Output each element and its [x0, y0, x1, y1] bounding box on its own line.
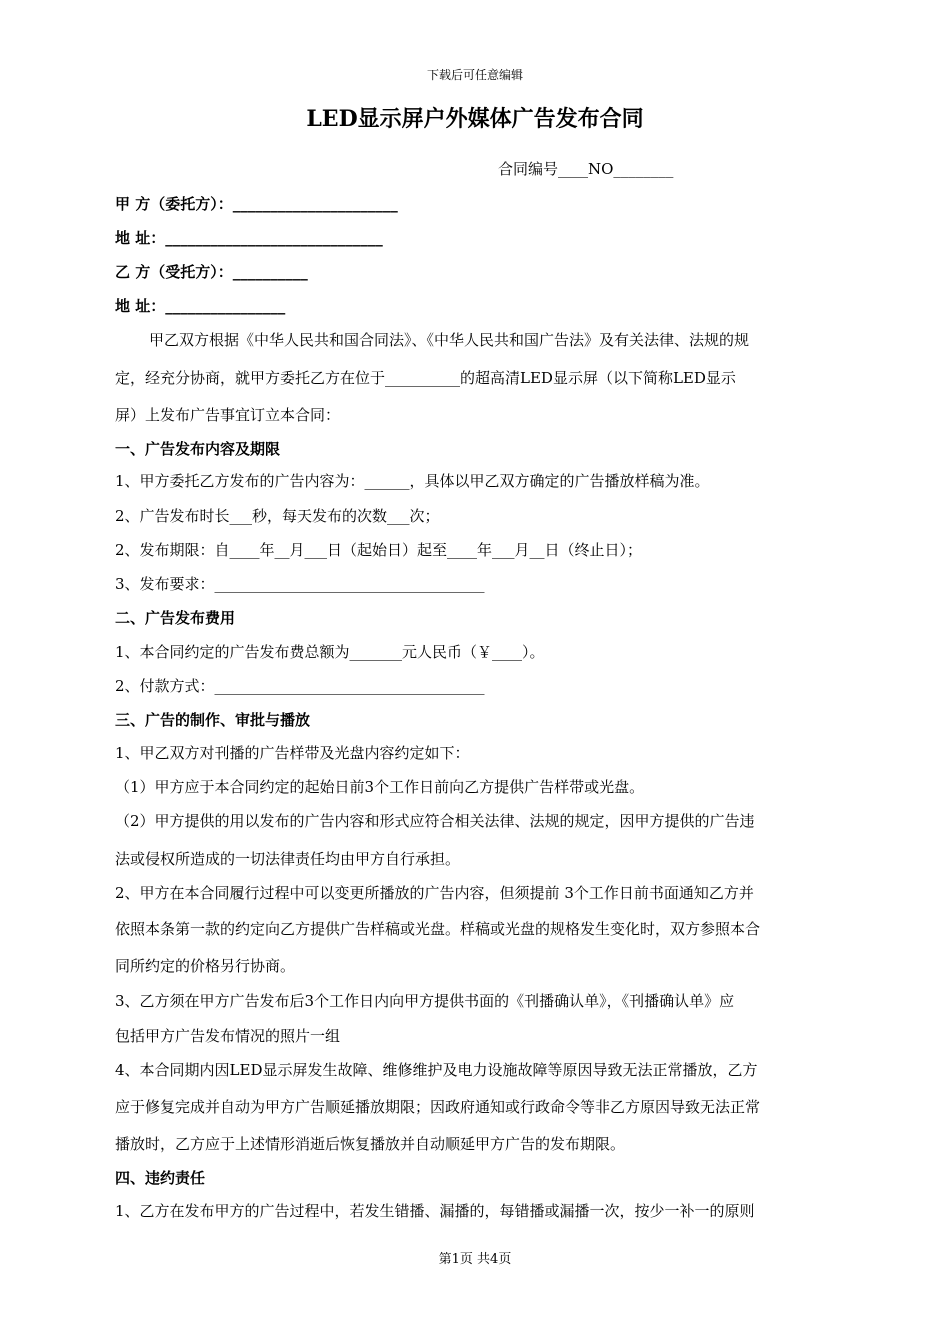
- page-footer: 第1页 共4页: [438, 1252, 512, 1267]
- clause-line: 2、甲方在本合同履行过程中可以变更所播放的广告内容，但须提前 3个工作日前书面通知乙方并: [115, 884, 754, 902]
- clause-line: 3、发布要求：____________________________________: [115, 575, 485, 593]
- clause-line: 1、乙方在发布甲方的广告过程中，若发生错播、漏播的，每错播或漏播一次，按少一补一的原则: [115, 1202, 755, 1220]
- clause-line: 法或侵权所造成的一切法律责任均由甲方自行承担。: [115, 850, 461, 868]
- intro-line: 屏）上发布广告事宜订立本合同：: [115, 406, 341, 424]
- clause-line: 3、乙方须在甲方广告发布后3个工作日内向甲方提供书面的《刊播确认单》，《刊播确认单》应: [115, 992, 735, 1010]
- document-title: LED显示屏户外媒体广告发布合同: [306, 106, 644, 132]
- party-a-address: 地 址：_____________________________: [115, 229, 383, 247]
- clause-line: 2、广告发布时长___秒，每天发布的次数___次；: [115, 507, 440, 525]
- section-heading: 二、广告发布费用: [115, 609, 236, 627]
- section-heading: 四、违约责任: [115, 1169, 206, 1187]
- page-header: 下载后可任意编辑: [426, 68, 523, 82]
- clause-line: 4、本合同期内因LED显示屏发生故障、维修维护及电力设施故障等原因导致无法正常播放，乙方: [115, 1061, 758, 1079]
- clause-line: 依照本条第一款的约定向乙方提供广告样稿或光盘。样稿或光盘的规格发生变化时，双方参照本合: [115, 920, 761, 938]
- contract-number: 合同编号____NO________: [498, 160, 674, 178]
- section-heading: 一、广告发布内容及期限: [115, 440, 281, 458]
- intro-line: 甲乙双方根据《中华人民共和国合同法》、《中华人民共和国广告法》及有关法律、法规的规: [149, 331, 750, 349]
- clause-line: 2、发布期限：自____年__月___日（起始日）起至____年___月__日（终止日）；: [115, 541, 643, 559]
- intro-line: 定，经充分协商，就甲方委托乙方在位于__________的超高清LED显示屏（以下简称LED显示: [115, 369, 736, 387]
- clause-line: 1、本合同约定的广告发布费总额为_______元人民币（￥____）。: [115, 643, 545, 661]
- party-b-address: 地 址：________________: [115, 297, 286, 315]
- clause-line: 2、付款方式：____________________________________: [115, 677, 485, 695]
- clause-line: 1、甲方委托乙方发布的广告内容为：______，具体以甲乙双方确定的广告播放样稿为准。: [115, 472, 710, 490]
- section-heading: 三、广告的制作、审批与播放: [115, 711, 311, 729]
- clause-line: （2）甲方提供的用以发布的广告内容和形式应符合相关法律、法规的规定，因甲方提供的广告违: [115, 812, 755, 830]
- party-a: 甲 方（委托方）：______________________: [115, 195, 398, 213]
- clause-line: （1）甲方应于本合同约定的起始日前3个工作日前向乙方提供广告样带或光盘。: [115, 778, 645, 796]
- clause-line: 应于修复完成并自动为甲方广告顺延播放期限；因政府通知或行政命令等非乙方原因导致无法正常: [115, 1098, 761, 1116]
- party-b: 乙 方（受托方）：__________: [115, 263, 308, 281]
- clause-line: 包括甲方广告发布情况的照片一组: [115, 1027, 341, 1045]
- clause-line: 同所约定的价格另行协商。: [115, 957, 296, 975]
- clause-line: 播放时，乙方应于上述情形消逝后恢复播放并自动顺延甲方广告的发布期限。: [115, 1135, 626, 1153]
- clause-line: 1、甲乙双方对刊播的广告样带及光盘内容约定如下：: [115, 744, 470, 762]
